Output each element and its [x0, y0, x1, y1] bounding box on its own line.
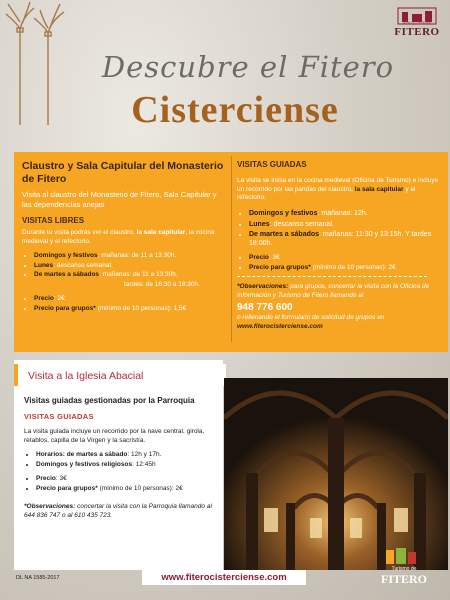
list-item: • Domingos y festivos religiosos: 12:45h [36, 461, 220, 470]
list-item: • Domingos y festivos: mañanas: de 11 a 13:30h. [34, 252, 227, 261]
turismo-fitero-logo [378, 546, 430, 566]
church-intro: La visita guiada incluye un recorrido por la nave central, girola, retablos, capilla de la Virgen y la sacristía. [24, 428, 205, 445]
cloister-arch-illustration [0, 0, 80, 130]
guided-phone: 948 776 600 [237, 301, 293, 313]
list-item: • De martes a sábados: mañanas: 11:30 y 13:15h. Y tardes 18:00h. [249, 230, 443, 249]
guided-prices [237, 254, 443, 273]
church-hours [24, 451, 220, 470]
guided-schedule [237, 209, 443, 249]
visitas-libres-heading: VISITAS LIBRES [22, 215, 85, 225]
cloister-column [22, 160, 227, 314]
panel-divider [231, 156, 232, 342]
visitas-libres-text: Durante tu visita podrás ver el claustro, la sala capitular, la cocina medieval y el refectorio. [22, 229, 215, 246]
list-item: • Horarios: de martes a sábado: 12h y 17h. [36, 451, 220, 460]
church-visitas-heading: VISITAS GUIADAS [24, 412, 94, 421]
list-item: • Precio para grupos* (mínimo de 10 personas): 2€ [249, 264, 443, 273]
header-logo-name: FITERO [394, 26, 440, 38]
list-item: • Precio para grupos* (mínimo de 10 personas): 1,5€ [34, 305, 227, 314]
list-item: • Precio para grupos* (mínimo de 10 personas): 2€ [36, 485, 220, 494]
cloister-schedule [22, 252, 227, 280]
guided-form-text: o rellenando el formulario de solicitud de grupos en [237, 314, 385, 322]
list-item: • Precio: 3€ [249, 254, 443, 263]
cloister-prices [22, 295, 227, 314]
footer-logo-name: FITERO [380, 572, 427, 586]
chapter-house-photo [224, 378, 448, 570]
footer-logo-tagline: Turismo de [391, 566, 417, 572]
list-item: • Domingos y festivos: mañanas: 12h. [249, 209, 443, 218]
legal-deposit: DL NA 1585-2017 [16, 575, 60, 581]
list-item: • Precio: 2€ [34, 295, 227, 304]
footer-url[interactable]: www.fiterocisterciense.com [161, 572, 287, 583]
cloister-title: Claustro y Sala Capitular del Monasterio de Fitero [22, 160, 224, 186]
guided-observations: *Observaciones: para grupos, concertar la visita con la Oficina de Información y Turismo de Fitero llamando al [237, 283, 430, 300]
title-line-1: Descubre el Fitero [101, 50, 395, 84]
guided-intro: La visita se inicia en la cocina medieval (Oficina de Turismo) e incluye un recorrido por las pandas del claustro, la sala capitular y el refectorio. [237, 176, 439, 202]
guided-web-link[interactable]: www.fiterocisterciense.com [237, 323, 323, 331]
church-subtitle: Visitas guiadas gestionadas por la Parroquia [24, 396, 195, 405]
title-line-2: Cisterciense [131, 89, 339, 131]
list-item: • De martes a sábados: mañanas: de 11 a 13:30h. [34, 271, 227, 280]
church-observations: *Observaciones: concertar la visita con la Parroquia llamando al 644 836 747 o al 610 435 723. [24, 503, 212, 520]
church-title: Visita a la Iglesia Abacial [28, 370, 144, 382]
header-logo-tagline: Arte y cultura [402, 20, 432, 25]
list-item: • Lunes: descanso semanal. [34, 262, 227, 271]
visitas-guiadas-heading: VISITAS GUIADAS [237, 160, 307, 169]
list-item: • Precio: 3€ [36, 475, 220, 484]
cloister-afternoon: tardes: de 16:30 a 18:30h. [124, 281, 200, 289]
list-item: • Lunes: descanso semanal. [249, 220, 443, 229]
cloister-intro: Visita al claustro del Monasterio de Fitero, Sala Capitular y las dependencias anejas [22, 190, 217, 210]
guided-divider [237, 276, 427, 277]
guided-column [237, 160, 443, 332]
church-prices [24, 475, 220, 494]
church-body [24, 396, 220, 521]
